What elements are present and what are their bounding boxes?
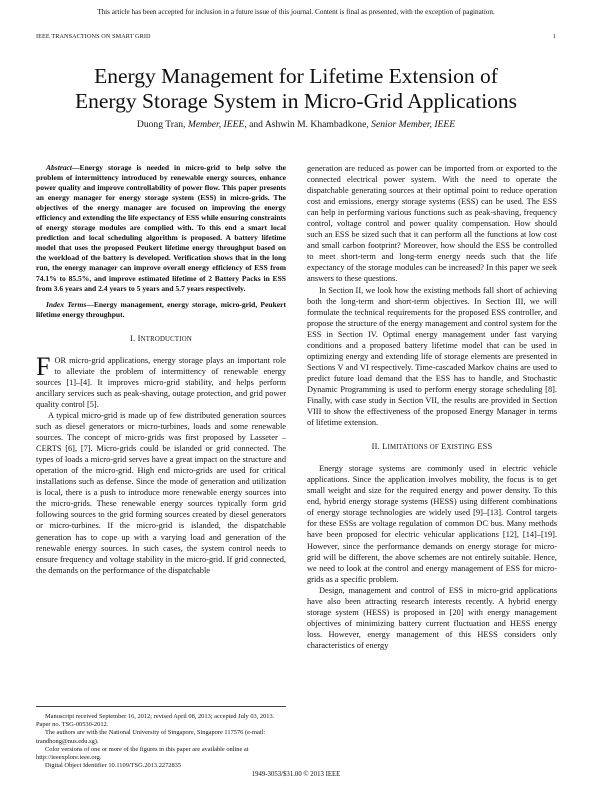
left-column — [36, 163, 286, 576]
author-1-role: Member, IEEE — [187, 119, 245, 130]
footnote-received: Manuscript received September 16, 2012; revised April 08, 2013; accepted July 03, 2013. Paper no. TSG-00530-2012. — [36, 713, 275, 729]
drop-cap: F — [36, 351, 51, 381]
right-paragraph-4: Design, management and control of ESS in micro-grid applications have also been attracting research interests recently. A hybrid energy storage system (HESS) is proposed in [20] with energy management objectives of minimizing battery current fluctuation and HESS energy loss. However, energy management of this HESS considers only characteristics of energy — [307, 585, 557, 650]
author-2-role: Senior Member, IEEE — [371, 119, 456, 130]
footnote-doi: Digital Object Identifier 10.1109/TSG.2013.2272835 — [45, 762, 182, 770]
footnote-affiliation: The authors are with the National University of Singapore, Singapore 117576 (e-mail: trandhong@nus.edu.sg). — [36, 729, 266, 745]
author-2-name: Ashwin M. Khambadkone, — [264, 119, 369, 130]
section-heading-limitations — [307, 441, 557, 453]
section-1-first-letter: I — [137, 333, 141, 343]
intro-paragraph-1 — [36, 351, 286, 410]
section-2-ess: ESS — [477, 442, 493, 452]
section-2-l: L — [382, 442, 388, 452]
copyright-line: 1949-3053/$31.00 © 2013 IEEE — [251, 771, 341, 778]
paper-title — [30, 64, 562, 114]
acceptance-note: This article has been accepted for inclusion in a future issue of this journal. Content is final as presented, with the exception of pagination. — [97, 8, 495, 16]
author-1-name: Duong Tran, — [136, 119, 186, 130]
section-heading-introduction — [36, 333, 286, 345]
abstract-text: —Energy storage is needed in micro-grid to help solve the problem of intermittency introduced by renewable energy sources, enhance power quality and improve controllability of power flow. This paper presents an energy manager for energy storage system (ESS) in micro-grids. The objectives of the energy manager are focused on improving the energy efficiency and extending the life expectancy of ESS while ensuring constraints of energy storage modules are complied with. To this end a smart local prediction and local scheduling algorithm is proposed. A battery lifetime model that uses the proposed Peukert lifetime energy throughput based on the workload of the battery is developed. Verification shows that in the long run, the energy manager can improve overall energy efficiency of ESS from 74.1% to 85.5%, and improve estimated lifetime of 2 Battery Packs in ESS from 3.6 years and 2.4 years to 5 years and 5.7 years respectively. — [36, 163, 286, 293]
author-line — [30, 119, 562, 131]
section-2-rest-2: XISTING — [446, 444, 476, 452]
page-number: 1 — [552, 33, 556, 40]
footnote-color: Color versions of one or more of the figures in this paper are available online at http://ieeexplore.ieee.org. — [36, 745, 249, 762]
section-1-rest: NTRODUCTION — [140, 335, 192, 343]
journal-name: IEEE TRANSACTIONS ON SMART GRID — [36, 33, 151, 40]
right-column — [307, 163, 557, 651]
index-terms — [36, 300, 286, 320]
title-line-1: Energy Management for Lifetime Extension of — [94, 64, 498, 88]
intro-paragraph-1-text: OR micro-grid applications, energy storage plays an important role to alleviate the problem of intermittency of renewable energy sources [1]–[4]. It improves micro-grid stability, and helps perform ancillary services such as peak-shaving, outage protection, and grid power quality control [5]. — [36, 355, 286, 409]
index-terms-label: Index Terms — [46, 299, 87, 309]
intro-paragraph-2: A typical micro-grid is made up of few distributed generation sources such as diesel generators or micro-turbines, loads and some renewable sources. The concept of micro-grids was first proposed by Lasseter – CERTS [6], [7]. Micro-grids could be islanded or grid connected. The types of loads a micro-grid serves have a great impact on the structure and operation of the micro-grid. High end micro-grids are used for critical installations such as defense. Since the mode of generation and utilization is local, there is a push to introduce more renewable energy sources into the micro-grids. These renewable energy sources typically form grid following sources to the grid forming sources created by diesel generators or micro-turbines. If the micro-grid is islanded, the dispatchable generation has to cope up with a varying load and generation of the renewable energy sources. In such cases, the system control needs to ensure frequency and voltage stability in the micro-grid. If grid connected, the demands on the performance of the dispatchable — [36, 410, 286, 575]
title-line-2: Energy Storage System in Micro-Grid Applications — [74, 89, 518, 113]
author-connector: , and — [244, 119, 263, 130]
section-2-numeral: II. — [371, 442, 380, 452]
section-2-e: E — [441, 442, 447, 452]
right-paragraph-1: generation are reduced as power can be imported from or exported to the connected electrical power system. With the need to operate the dispatchable generating sources at their optimal point to reduce operation cost and emissions, energy storage systems (ESS) can be used. The ESS can help in performing various functions such as peak-shaving, frequency control, voltage control and power quality compensation. How should such an ESS be sized such that it can perform all the functions at low cost and small carbon footprint? Moreover, how should the ESS be controlled to meet short-term and long-term energy needs such that the life expectancy of the storage modules can be increased? In this paper we seek answers to these questions. — [307, 164, 557, 284]
index-terms-text: —Energy management, energy storage, micro-grid, Peukert lifetime energy throughput. — [36, 299, 286, 319]
section-1-numeral: I. — [130, 333, 136, 343]
section-2-rest-1: IMITATIONS OF — [387, 444, 439, 452]
footnotes — [36, 706, 286, 770]
right-paragraph-2: In Section II, we look how the existing methods fall short of achieving both the long-term and short-term objectives. In Section III, we will formulate the technical requirements for the proposed ESS controller, and propose the structure of the energy management and control system for the ESS in Section IV. Optimal energy management under fast varying conditions and a proposed battery lifetime model that can be used in optimizing energy and extending life of storage elements are presented in Sections V and VI respectively. Time-cascaded Markov chains are used to predict future load demand that the ESS has to handle, and Stochastic Dynamic Programming is used to perform energy storage scheduling [8]. Finally, with case study in Section VII, the results are provided in Section VIII to show the effectiveness of the proposed Energy Manager in terms of lifetime extension. — [307, 285, 557, 428]
right-paragraph-3: Energy storage systems are commonly used in electric vehicle applications. Since the application involves mobility, the focus is to get small weight and size for the required energy and power density. To this end, hybrid energy storage systems (HESS) using different combinations of energy storage technologies are widely used [9]–[13]. Control targets for these ESSs are voltage regulation of common DC bus. Many methods have been proposed for electric vehicular applications [12], [14]–[19]. However, since the performance demands on energy storage for micro-grid will be different, the above schemes are not entirely suitable. Hence, we need to look at the control and energy management of ESS for micro-grids as a specific problem. — [307, 464, 557, 584]
running-head — [36, 33, 556, 41]
abstract — [36, 163, 286, 294]
abstract-label: Abstract — [46, 163, 72, 172]
